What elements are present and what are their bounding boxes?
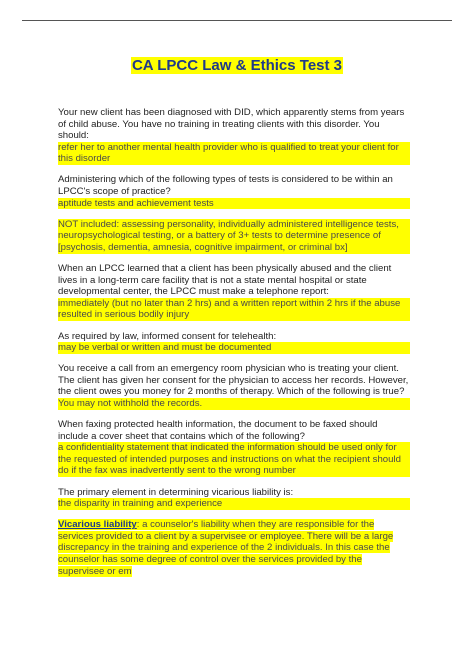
question-text: When faxing protected health information, the document to be faxed should include a cover sheet that contains which of the following? xyxy=(58,419,378,442)
qa-item-4 xyxy=(58,263,410,321)
page-title-text: CA LPCC Law & Ethics Test 3 xyxy=(131,57,343,74)
definition-text: : a counselor's liability when they are responsible for the services provided to a client by a supervisee or employee. There will be a large discrepancy in the training and experience of the 2 individuals. In this case the counselor has some degree of control over the services provided by the supervisee or em xyxy=(58,519,394,577)
definition-paragraph xyxy=(58,519,393,576)
answer-text: the disparity in training and experience xyxy=(58,498,410,510)
definition-term: Vicarious liability xyxy=(58,519,137,531)
answer-text: immediately (but no later than 2 hrs) and a written report within 2 hrs if the abuse resulted in serious bodily injury xyxy=(58,298,410,321)
question-text: You receive a call from an emergency room physician who is treating your client. The client has given her consent for the physician to access her records. However, the client owes you money for 2 months of therapy. Which of the following is true? xyxy=(58,363,409,398)
page-title xyxy=(0,58,474,74)
qa-item-5 xyxy=(58,331,410,354)
answer-text: You may not withhold the records. xyxy=(58,398,410,410)
qa-item-8 xyxy=(58,487,410,510)
qa-item-1 xyxy=(58,107,410,165)
qa-item-7 xyxy=(58,419,410,477)
question-text: Administering which of the following types of tests is considered to be within an LPCC's scope of practice? xyxy=(58,174,393,198)
question-text: When an LPCC learned that a client has been physically abused and the client lives in a long-term care facility that is not a state mental hospital or state developmental center, the LPCC must make a telephone report: xyxy=(58,263,392,298)
question-text: The primary element in determining vicarious liability is: xyxy=(58,486,294,498)
qa-content xyxy=(58,107,410,587)
answer-text: may be verbal or written and must be documented xyxy=(58,342,410,354)
answer-text: aptitude tests and achievement tests xyxy=(58,198,410,210)
answer-text: refer her to another mental health provider who is qualified to treat your client for this disorder xyxy=(58,142,410,165)
qa-item-9 xyxy=(58,519,410,577)
qa-item-6 xyxy=(58,363,410,409)
qa-item-3 xyxy=(58,219,410,254)
qa-item-2 xyxy=(58,174,410,209)
top-divider xyxy=(22,20,452,21)
answer-text: a confidentiality statement that indicated the information should be used only for the requested of intended purposes and instructions on what the recipient should do if the fax was inadvertently sent to the wrong number xyxy=(58,442,410,477)
question-text: As required by law, informed consent for telehealth: xyxy=(58,330,277,342)
question-text: Your new client has been diagnosed with DID, which apparently stems from years of child abuse. You have no training in treating clients with this disorder. You should: xyxy=(58,107,405,142)
answer-text: NOT included: assessing personality, individually administered intelligence tests, neuropsychological testing, or a battery of 3+ tests to determine presence of [psychosis, dementia, amnesia, cognitive impairment, or criminal bx] xyxy=(58,219,410,254)
